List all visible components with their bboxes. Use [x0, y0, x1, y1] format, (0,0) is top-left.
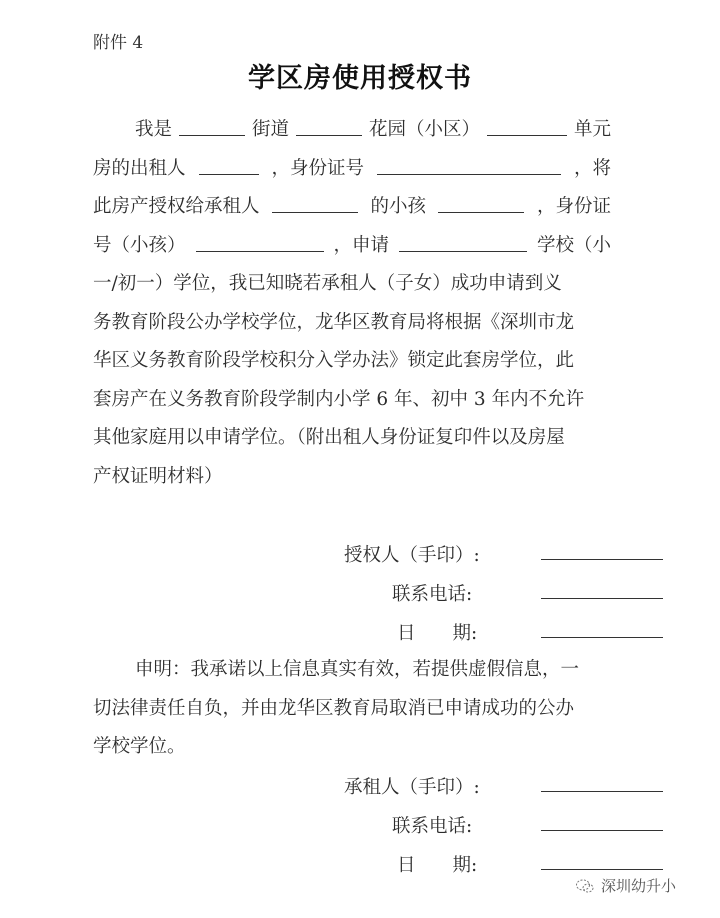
street-blank[interactable] — [179, 111, 245, 136]
watermark — [575, 875, 676, 896]
text-segment: 我是 — [135, 119, 173, 140]
text-segment: 街道 — [251, 119, 289, 140]
text-segment: ，将 — [573, 157, 611, 179]
child-id-blank[interactable] — [196, 227, 324, 252]
tenant-phone-field[interactable] — [541, 830, 663, 831]
tenant-date-field[interactable] — [541, 869, 663, 870]
body-line-1 — [93, 111, 611, 150]
text-segment: 单元 — [573, 119, 611, 140]
tenant-name-label: 承租人（手印）: — [344, 777, 480, 798]
authorization-body — [93, 111, 611, 496]
child-name-blank[interactable] — [438, 188, 524, 213]
declaration-body — [93, 651, 611, 767]
text-segment: ，身份证 — [536, 196, 611, 217]
document-title: 学区房使用授权书 — [248, 63, 472, 94]
authorizer-date-label: 日 期: — [397, 623, 478, 644]
body-line-3 — [93, 188, 611, 227]
landlord-id-blank[interactable] — [377, 150, 561, 175]
body-line-2 — [93, 150, 611, 189]
body-line-5: 一/初一）学位，我已知晓若承租人（子女）成功申请到义 — [93, 273, 562, 294]
wechat-icon — [575, 878, 595, 894]
authorizer-name-label: 授权人（手印）: — [344, 545, 480, 566]
text-segment: 花园（小区） — [368, 119, 480, 140]
text-segment: ，申请 — [333, 234, 389, 256]
watermark-text: 深圳幼升小 — [601, 877, 677, 895]
school-blank[interactable] — [399, 227, 527, 252]
declaration-line-3: 学校学位。 — [93, 736, 186, 757]
declaration-line-2: 切法律责任自负，并由龙华区教育局取消已申请成功的公办 — [93, 697, 575, 719]
tenant-date-label: 日 期: — [397, 855, 478, 876]
body-line-4 — [93, 227, 611, 266]
landlord-name-blank[interactable] — [199, 150, 259, 175]
authorizer-name-field[interactable] — [541, 559, 663, 560]
text-segment: 学校（小 — [536, 234, 611, 256]
tenant-name-blank[interactable] — [272, 188, 358, 213]
text-segment: 号（小孩） — [93, 234, 186, 256]
authorizer-phone-field[interactable] — [541, 598, 663, 599]
attachment-label: 附件 4 — [93, 33, 144, 53]
tenant-phone-label: 联系电话: — [392, 816, 473, 837]
garden-blank[interactable] — [296, 111, 362, 136]
body-line-7: 华区义务教育阶段学校积分入学办法》锁定此套房学位，此 — [93, 350, 575, 371]
text-segment: 房的出租人 — [93, 157, 186, 179]
body-line-9: 其他家庭用以申请学位。（附出租人身份证复印件以及房屋 — [93, 427, 565, 448]
authorizer-date-field[interactable] — [541, 637, 663, 638]
unit-blank[interactable] — [487, 111, 567, 136]
tenant-name-field[interactable] — [541, 791, 663, 792]
text-segment: ，身份证号 — [271, 157, 364, 179]
declaration-line-1: 申明：我承诺以上信息真实有效，若提供虚假信息，一 — [135, 659, 580, 680]
text-segment: 此房产授权给承租人 — [93, 196, 260, 217]
authorizer-phone-label: 联系电话: — [392, 584, 473, 605]
body-line-6: 务教育阶段公办学校学位，龙华区教育局将根据《深圳市龙 — [93, 311, 575, 333]
body-line-8: 套房产在义务教育阶段学制内小学 6 年、初中 3 年内不允许 — [93, 388, 585, 410]
body-line-10: 产权证明材料） — [93, 465, 223, 487]
text-segment: 的小孩 — [370, 196, 426, 217]
